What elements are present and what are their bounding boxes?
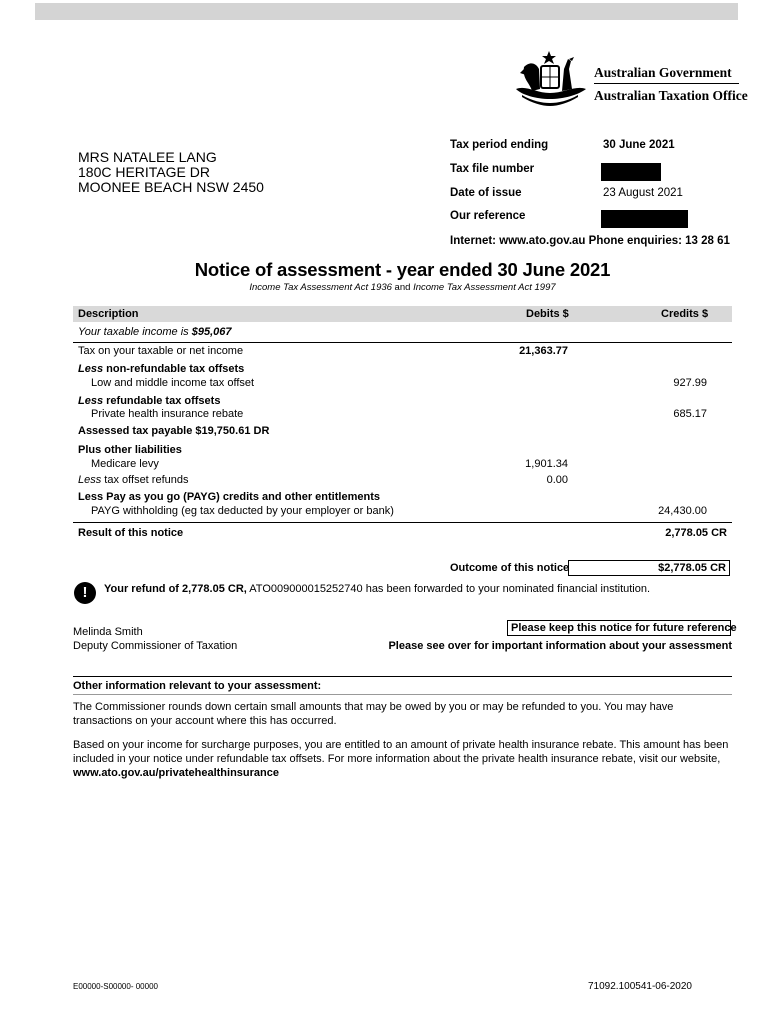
coat-of-arms-icon [512,49,590,107]
result-value: 2,778.05 CR [665,527,727,539]
acts-conjunction: and [391,282,414,293]
tfn-label: Tax file number [450,163,535,175]
header-divider [594,83,739,84]
contact-info: Internet: www.ato.gov.au Phone enquiries: 13 28 61 [450,235,730,247]
act-1936: Income Tax Assessment Act 1936 [249,282,392,293]
refundable-offsets-heading [78,395,220,407]
alert-icon: ! [74,582,96,604]
phi-paragraph: Based on your income for surcharge purposes, you are entitled to an amount of private health insurance rebate. This amount has been included in your notice under refundable tax offsets. For more information about the private health insurance rebate, visit our website, [73,739,729,765]
tax-offset-refunds-text: tax offset refunds [101,474,189,486]
footer-code-left: E00000-S00000- 00000 [73,982,158,991]
lmito-label: Low and middle income tax offset [91,377,255,389]
address-line-2: 180C HERITAGE DR [78,164,210,180]
top-bar [35,3,738,20]
refundable-offsets-text: refundable tax offsets [103,395,221,407]
notice-title: Notice of assessment - year ended 30 June 2021 [194,259,611,280]
taxable-income-prefix: Your taxable income is [78,326,192,338]
payg-withholding-label: PAYG withholding (eg tax deducted by your employer or bank) [91,505,394,517]
lmito-credit: 927.99 [673,377,707,389]
other-liabilities-heading: Plus other liabilities [78,444,182,456]
reference-redaction [601,210,688,228]
taxable-income-row [78,326,232,338]
outcome-label: Outcome of this notice [450,562,570,574]
tax-on-income-debit: 21,363.77 [519,345,568,357]
keep-notice-text: Please keep this notice for future reference [511,622,737,634]
date-of-issue-value: 23 August 2021 [603,187,683,199]
other-info-underline [73,694,732,695]
column-debits: Debits $ [526,308,569,320]
tfn-redaction [601,163,661,181]
payg-heading: Less Pay as you go (PAYG) credits and other entitlements [78,491,380,503]
footer-code-right: 71092.100541-06-2020 [588,981,692,992]
section-divider [73,676,732,677]
refund-detail: ATO009000015252740 has been forwarded to your nominated financial institution. [246,583,651,595]
column-credits: Credits $ [661,308,709,320]
reference-label: Our reference [450,210,526,222]
address-line-1: MRS NATALEE LANG [78,149,217,165]
refund-message [104,583,650,595]
address-line-3: MOONEE BEACH NSW 2450 [78,179,264,195]
column-description: Description [78,308,139,320]
other-info-heading: Other information relevant to your assessment: [73,680,322,692]
act-1997: Income Tax Assessment Act 1997 [413,282,556,293]
date-of-issue-label: Date of issue [450,187,522,199]
medicare-levy-debit: 1,901.34 [525,458,568,470]
act-references [0,282,768,293]
taxable-income-value: $95,067 [191,326,232,338]
phi-rebate-credit: 685.17 [673,408,707,420]
tax-period-value: 30 June 2021 [603,139,675,151]
tax-offset-refunds-label [78,474,189,486]
less-italic-1: Less [78,363,104,375]
outcome-value: $2,778.05 CR [658,562,726,574]
payg-withholding-credit: 24,430.00 [658,505,707,517]
rounding-paragraph: The Commissioner rounds down certain small amounts that may be owed by you or may be refunded to you. You may have transactions on your account where this has occurred. [73,701,674,727]
nonrefundable-offsets-heading [78,363,244,375]
table-divider-top [73,342,732,343]
refund-amount: Your refund of 2,778.05 CR, [104,583,247,595]
signatory-name: Melinda Smith [73,626,143,638]
see-over-text: Please see over for important information about your assessment [388,640,732,652]
result-label: Result of this notice [78,527,184,539]
nonrefundable-offsets-text: non-refundable tax offsets [103,363,245,375]
table-divider-bottom [73,522,732,523]
table-header [73,306,732,322]
agency-name: Australian Taxation Office [594,88,748,103]
phi-website-link[interactable]: www.ato.gov.au/privatehealthinsurance [73,767,279,779]
government-name: Australian Government [594,65,732,80]
assessed-tax-payable: Assessed tax payable $19,750.61 DR [78,425,270,437]
signatory-title: Deputy Commissioner of Taxation [73,640,238,652]
phi-rebate-label: Private health insurance rebate [91,408,244,420]
less-italic-2: Less [78,395,104,407]
tax-on-income-label: Tax on your taxable or net income [78,345,244,357]
tax-offset-refunds-debit: 0.00 [546,474,568,486]
medicare-levy-label: Medicare levy [91,458,159,470]
tax-period-label: Tax period ending [450,139,549,151]
less-italic-3: Less [78,474,102,486]
